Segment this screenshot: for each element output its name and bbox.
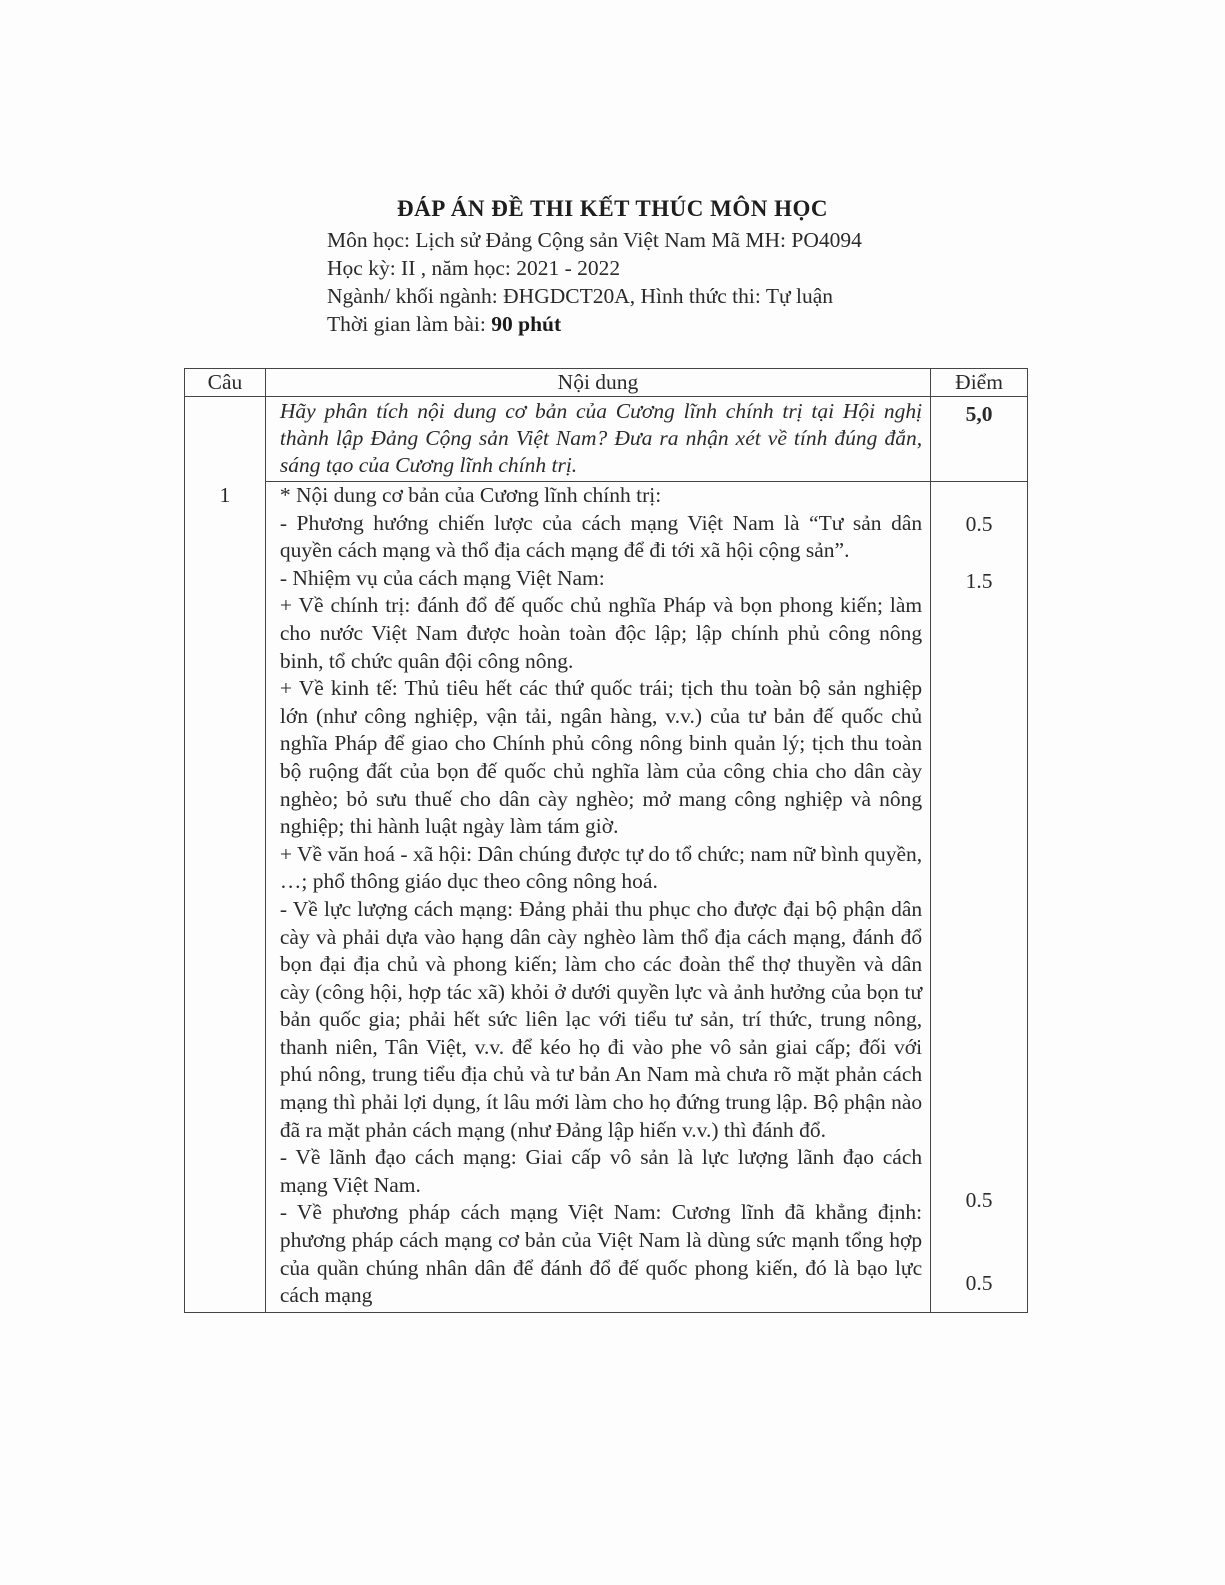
time-value: 90 phút — [491, 312, 562, 336]
answer-table — [184, 368, 1028, 1313]
points-method: 0.5 — [965, 1271, 993, 1295]
points-leadership: 0.5 — [965, 1188, 993, 1212]
time-label: Thời gian làm bài: — [327, 312, 492, 336]
answer-culture-society: + Về văn hoá - xã hội: Dân chúng được tự do tổ chức; nam nữ bình quyền, …; phổ thông giáo dục theo công nông hoá. — [279, 841, 923, 894]
question-total-cell — [931, 397, 1028, 482]
header-content: Nội dung — [265, 369, 930, 397]
question-number: 1 — [219, 483, 231, 507]
answer-tasks: - Nhiệm vụ của cách mạng Việt Nam: — [279, 565, 605, 590]
answer-content-cell — [265, 482, 930, 1313]
answer-politics: + Về chính trị: đánh đổ đế quốc chủ nghĩa Pháp và bọn phong kiến; làm cho nước Việt Nam được hoàn toàn độc lập; lập chính phủ công nông binh, tổ chức quân đội công nông. — [279, 593, 923, 673]
answer-content — [266, 482, 930, 1312]
question-number-cell — [185, 397, 266, 1313]
answer-strategy: - Phương hướng chiến lược của cách mạng Việt Nam là “Tư sản dân quyền cách mạng và thổ địa cách mạng để đi tới xã hội cộng sản”. — [279, 510, 923, 563]
question-row — [185, 397, 1028, 482]
question-prompt-cell — [265, 397, 930, 482]
answer-forces: - Về lực lượng cách mạng: Đảng phải thu phục cho được đại bộ phận dân cày và phải dựa vào hạng dân cày nghèo làm thổ địa cách mạng, đánh đổ bọn đại địa chủ và phong kiến; làm cho các đoàn thể thợ thuyền và dân cày (công hội, hợp tác xã) khỏi ở dưới quyền lực và ảnh hưởng của bọn tư bản quốc gia; phải hết sức liên lạc với tiểu tư sản, trí thức, trung nông, thanh niên, Tân Việt, v.v. để kéo họ đi vào phe vô sản giai cấp; đối với phú nông, trung tiểu địa chủ và tư bản An Nam mà chưa rõ mặt phản cách mạng thì phải lợi dụng, ít lâu mới làm cho họ đứng trung lập. Bộ phận nào đã ra mặt phản cách mạng (như Đảng lập hiến v.v.) thì đánh đổ. — [279, 896, 923, 1142]
answer-method: - Về phương pháp cách mạng Việt Nam: Cương lĩnh đã khẳng định: phương pháp cách mạng cơ bản của Việt Nam là dùng sức mạnh tổng hợp của quần chúng nhân dân để đánh đổ đế quốc phong kiến, đó là bạo lực cách mạng — [279, 1200, 923, 1308]
subject-line: Môn học: Lịch sử Đảng Cộng sản Việt Nam Mã MH: PO4094 — [327, 228, 862, 252]
major-line: Ngành/ khối ngành: ĐHGDCT20A, Hình thức thi: Tự luận — [327, 284, 834, 308]
semester-line: Học kỳ: II , năm học: 2021 - 2022 — [327, 256, 621, 280]
points-tasks: 1.5 — [965, 569, 993, 593]
question-total-points: 5,0 — [965, 402, 993, 426]
header-question: Câu — [185, 369, 266, 397]
answer-row — [185, 482, 1028, 1313]
header-points: Điểm — [931, 369, 1028, 397]
question-prompt: Hãy phân tích nội dung cơ bản của Cương lĩnh chính trị tại Hội nghị thành lập Đảng Cộng sản Việt Nam? Đưa ra nhận xét về tính đúng đắn, sáng tạo của Cương lĩnh chính trị. — [279, 399, 923, 477]
document-header — [0, 196, 1225, 336]
answer-points-cell — [931, 482, 1028, 1313]
time-line — [327, 310, 862, 338]
points-strategy: 0.5 — [965, 512, 993, 536]
table-header-row — [185, 369, 1028, 397]
answer-leadership: - Về lãnh đạo cách mạng: Giai cấp vô sản là lực lượng lãnh đạo cách mạng Việt Nam. — [279, 1145, 923, 1197]
document-title: ĐÁP ÁN ĐỀ THI KẾT THÚC MÔN HỌC — [397, 196, 828, 221]
answer-economy: + Về kinh tế: Thủ tiêu hết các thứ quốc trái; tịch thu toàn bộ sản nghiệp lớn (như công nghiệp, vận tải, ngân hàng, v.v.) của tư bản đế quốc chủ nghĩa Pháp để giao cho Chính phủ công nông binh quản lý; tịch thu toàn bộ ruộng đất của bọn đế quốc chủ nghĩa làm của công chia cho dân cày nghèo; bỏ sưu thuế cho dân cày nghèo; mở mang công nghiệp và nông nghiệp; thi hành luật ngày làm tám giờ. — [279, 676, 923, 839]
exam-info — [327, 226, 862, 338]
answer-heading: * Nội dung cơ bản của Cương lĩnh chính trị: — [279, 483, 662, 507]
